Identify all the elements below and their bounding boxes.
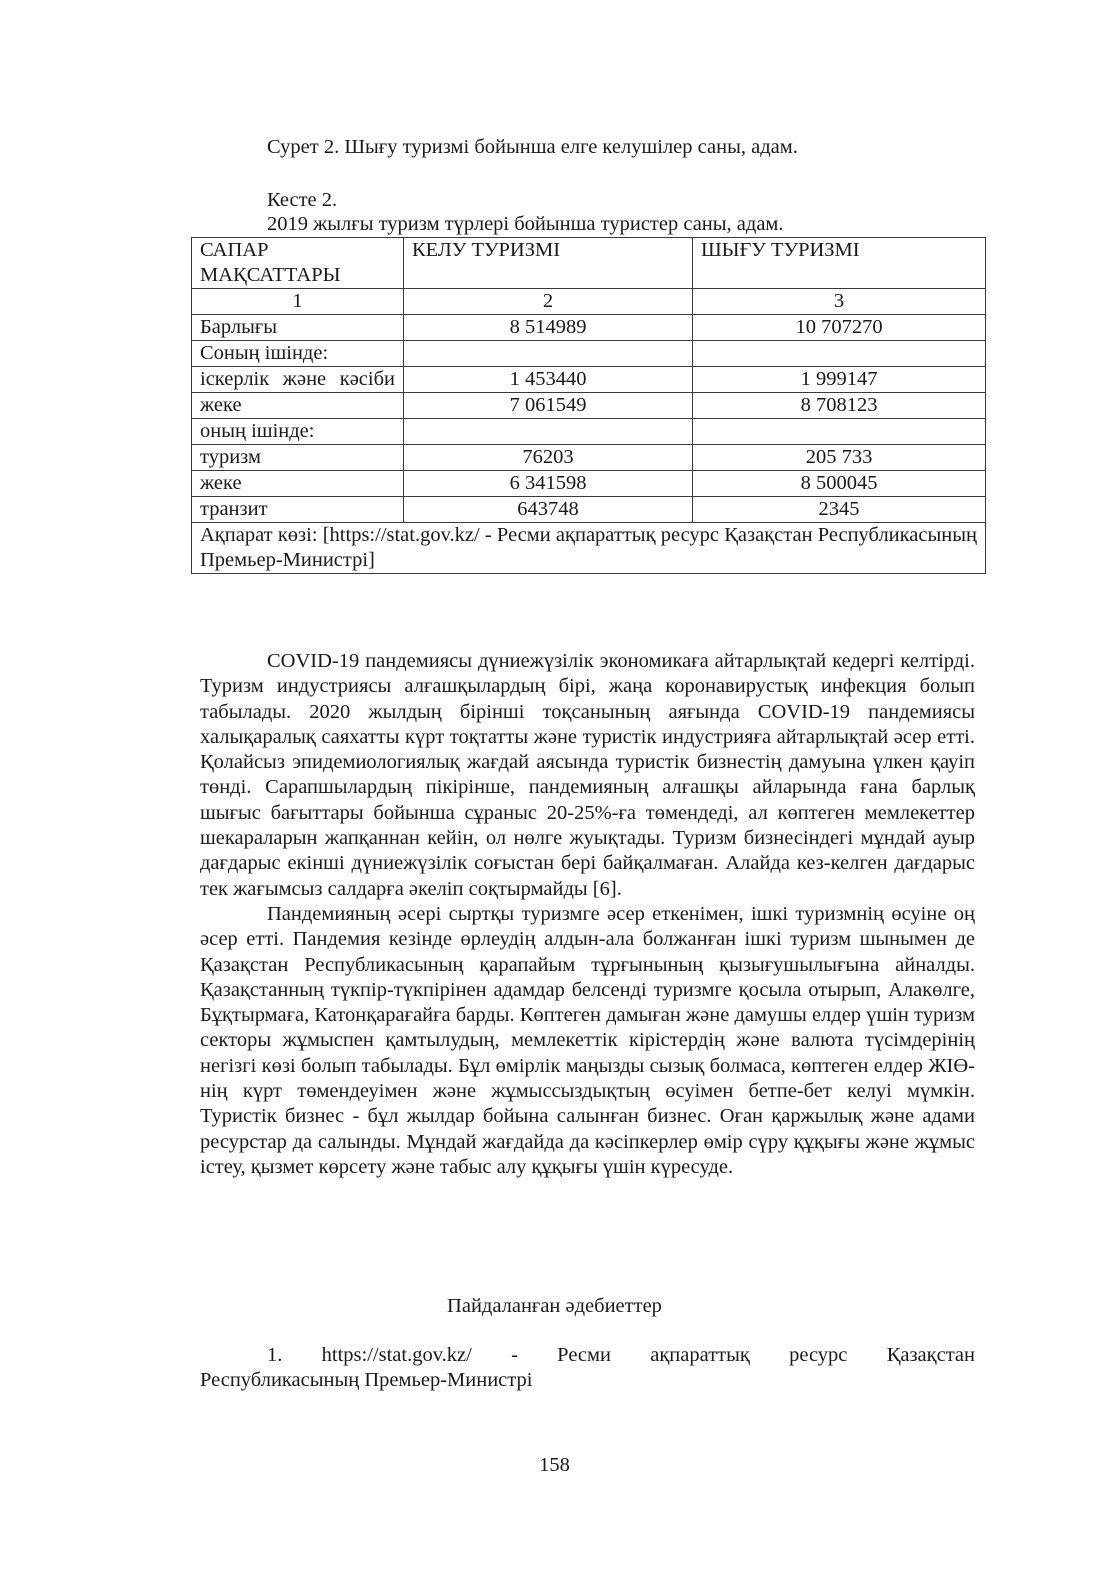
header-outbound: ШЫҒУ ТУРИЗМІ [693,238,986,289]
table-row [192,341,986,367]
row-label: транзит [192,497,404,523]
row-outbound: 10 707270 [693,315,986,341]
paragraph: COVID-19 пандемиясы дүниежүзілік экономикаға айтарлықтай кедергі келтірді. Туризм индустриясы алғашқылардың бірі, жаңа коронавирустық инфекция болып табылады. 2020 жылдың бірінші тоқсанының аяғында COVID-19 пандемиясы халықаралық саяхатты күрт тоқтатты және туристік индустрияға айтарлықтай әсер етті. Қолайсыз эпидемиологиялық жағдай аясында туристік бизнестің дамуына үлкен қауіп төнді. Сарапшылардың пікірінше, пандемияның алғашқы айларында ғана барлық шығыс бағыттары бойынша сұраныс 20-25%-ға төмендеді, ал көптеген мемлекеттер шекараларын жапқаннан кейін, ол нөлге жуықтады. Туризм бизнесіндегі мұндай ауыр дағдарыс екінші дүниежүзілік соғыстан бері байқалмаған. Алайда кез-келген дағдарыс тек жағымсыз салдарға әкеліп соқтырмайды [6]. [200,650,975,900]
header-inbound: КЕЛУ ТУРИЗМІ [404,238,693,289]
col-number-2: 2 [404,289,693,315]
col-number-3: 3 [693,289,986,315]
body-text [200,649,975,1180]
page-number: 158 [539,1454,570,1476]
row-inbound: 1 453440 [404,367,693,393]
row-inbound: 8 514989 [404,315,693,341]
row-outbound: 8 500045 [693,471,986,497]
row-label: оның ішінде: [192,419,404,445]
row-outbound: 8 708123 [693,393,986,419]
table-row [192,497,986,523]
row-label: іскерлік және кәсіби [192,367,404,393]
table-row [192,471,986,497]
row-outbound [693,419,986,445]
row-inbound: 643748 [404,497,693,523]
header-purpose: САПАР МАҚСАТТАРЫ [192,238,404,289]
row-outbound [693,341,986,367]
paragraph: Пандемияның әсері сыртқы туризмге әсер еткенімен, ішкі туризмнің өсуіне оң әсер етті. Пандемия кезінде өрлеудің алдын-ала болжанған ішкі туризм шынымен де Қазақстан Республикасының қарапайым тұрғынының қызығушылығына айналды. Қазақстанның түкпір-түкпірінен адамдар белсенді туризмге қосыла отырып, Алакөлге, Бұқтырмаға, Катонқарағайға барды. Көптеген дамыған және дамушы елдер үшін туризм секторы жұмыспен қамтылудың, мемлекеттік кірістердің және валюта түсімдерінің негізгі көзі болып табылады. Бұл өмірлік маңызды сызық болмаса, көптеген елдер ЖІӨ-нің күрт төмендеуімен және жұмыссыздықтың өсуімен бетпе-бет келуі мүмкін. Туристік бизнес - бұл жылдар бойына салынған бизнес. Оған қаржылық және адами ресурстар да салынды. Мұндай жағдайда да кәсіпкерлер өмір сүру құқығы және жұмыс істеу, қызмет көрсету және табыс алу құқығы үшін күресуде. [200,902,975,1178]
references-title: Пайдаланған әдебиеттер [447,1295,662,1317]
table-title: 2019 жылғы туризм түрлері бойынша туристер саны, адам. [267,213,784,235]
column-number-row [192,289,986,315]
row-label: жеке [192,393,404,419]
reference-line: 1. https://stat.gov.kz/ - Ресми ақпараттық ресурс Қазақстан [267,1344,975,1366]
row-inbound: 6 341598 [404,471,693,497]
row-label: Барлығы [192,315,404,341]
row-outbound: 1 999147 [693,367,986,393]
table-row [192,445,986,471]
row-inbound [404,419,693,445]
table-number: Кесте 2. [267,189,338,211]
table-row [192,419,986,445]
table-row [192,393,986,419]
row-label: туризм [192,445,404,471]
table-source-row [192,523,986,574]
row-outbound: 205 733 [693,445,986,471]
row-label: Соның ішінде: [192,341,404,367]
figure-caption: Сурет 2. Шығу туризмі бойынша елге келушілер саны, адам. [267,136,798,158]
reference-item [200,1343,975,1394]
table-row [192,367,986,393]
row-inbound: 7 061549 [404,393,693,419]
table-header-row [192,238,986,289]
tourism-table [191,237,986,574]
row-outbound: 2345 [693,497,986,523]
row-label: жеке [192,471,404,497]
table-source: Ақпарат көзі: [https://stat.gov.kz/ - Ресми ақпараттық ресурс Қазақстан Республикасының Премьер-Министрі] [192,523,986,574]
row-inbound [404,341,693,367]
table-row [192,315,986,341]
reference-line: Республикасының Премьер-Министрі [200,1369,533,1392]
col-number-1: 1 [192,289,404,315]
row-inbound: 76203 [404,445,693,471]
